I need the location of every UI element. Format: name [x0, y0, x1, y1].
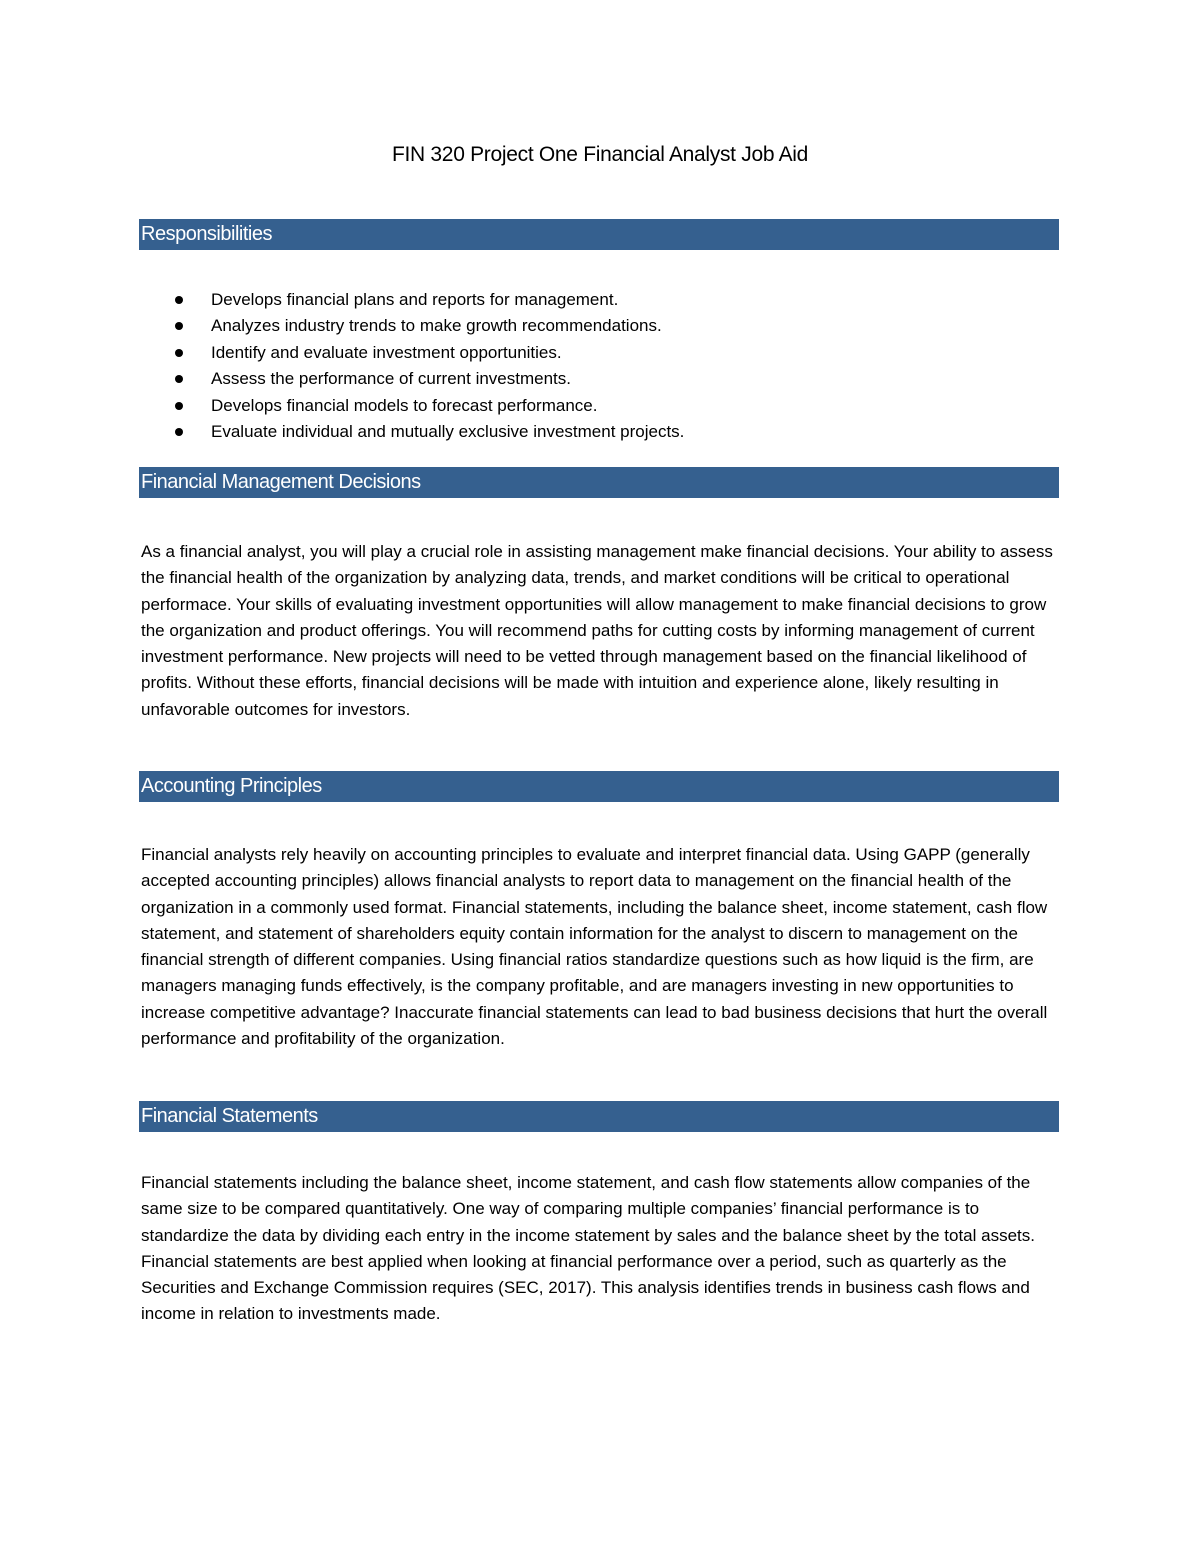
responsibilities-list	[139, 287, 1059, 445]
list-item-text: Evaluate individual and mutually exclusive investment projects.	[211, 421, 685, 441]
section-heading-responsibilities: Responsibilities	[139, 219, 1059, 250]
list-item-text: Analyzes industry trends to make growth recommendations.	[211, 316, 662, 336]
list-item-text: Develops financial plans and reports for management.	[211, 290, 619, 309]
section-heading-accounting-principles: Accounting Principles	[139, 771, 1059, 802]
list-item-text: Develops financial models to forecast performance.	[211, 395, 598, 415]
list-item-text: Assess the performance of current investments.	[211, 369, 571, 389]
list-item	[139, 340, 1059, 366]
bullet-icon	[175, 296, 183, 304]
list-item	[139, 366, 1059, 392]
section-heading-financial-management-decisions: Financial Management Decisions	[139, 467, 1059, 498]
document-title: FIN 320 Project One Financial Analyst Job Aid	[391, 143, 809, 166]
list-item	[139, 393, 1059, 419]
list-item	[139, 313, 1059, 339]
section-heading-financial-statements: Financial Statements	[139, 1101, 1059, 1132]
list-item	[139, 287, 1059, 313]
financial-statements-paragraph: Financial statements including the balance sheet, income statement, and cash flow statements allow companies of the same size to be compared quantitatively. One way of comparing multiple companies’ financial performance is to standardize the data by dividing each entry in the income statement by sales and the balance sheet by the total assets. Financial statements are best applied when looking at financial performance over a period, such as quarterly as the Securities and Exchange Commission requires (SEC, 2017). This analysis identifies trends in business cash flows and income in relation to investments made.	[141, 1173, 1035, 1324]
list-item-text: Identify and evaluate investment opportunities.	[211, 342, 562, 362]
financial-management-decisions-paragraph: As a financial analyst, you will play a crucial role in assisting management make financial decisions. Your ability to assess the financial health of the organization by analyzing data, trends, and market conditions will be critical to operational performace. Your skills of evaluating investment opportunities will allow management to make financial decisions to grow the organization and product offerings. You will recommend paths for cutting costs by informing management of current investment performance. New projects will need to be vetted through management based on the financial likelihood of profits. Without these efforts, financial decisions will be made with intuition and experience alone, likely resulting in unfavorable outcomes for investors.	[141, 542, 1053, 719]
bullet-icon	[175, 322, 183, 330]
bullet-icon	[175, 402, 183, 410]
bullet-icon	[175, 375, 183, 383]
accounting-principles-paragraph: Financial analysts rely heavily on accounting principles to evaluate and interpret financial data. Using GAPP (generally accepted accounting principles) allows financial analysts to report data to management on the financial health of the organization in a commonly used format. Financial statements, including the balance sheet, income statement, cash flow statement, and statement of shareholders equity contain information for the analyst to discern to management on the financial strength of different companies. Using financial ratios standardize questions such as how liquid is the firm, are managers managing funds effectively, is the company profitable, and are managers investing in new opportunities to increase competitive advantage? Inaccurate financial statements can lead to bad business decisions that hurt the overall performance and profitability of the organization.	[141, 845, 1048, 1049]
list-item	[139, 419, 1059, 445]
bullet-icon	[175, 349, 183, 357]
bullet-icon	[175, 428, 183, 436]
